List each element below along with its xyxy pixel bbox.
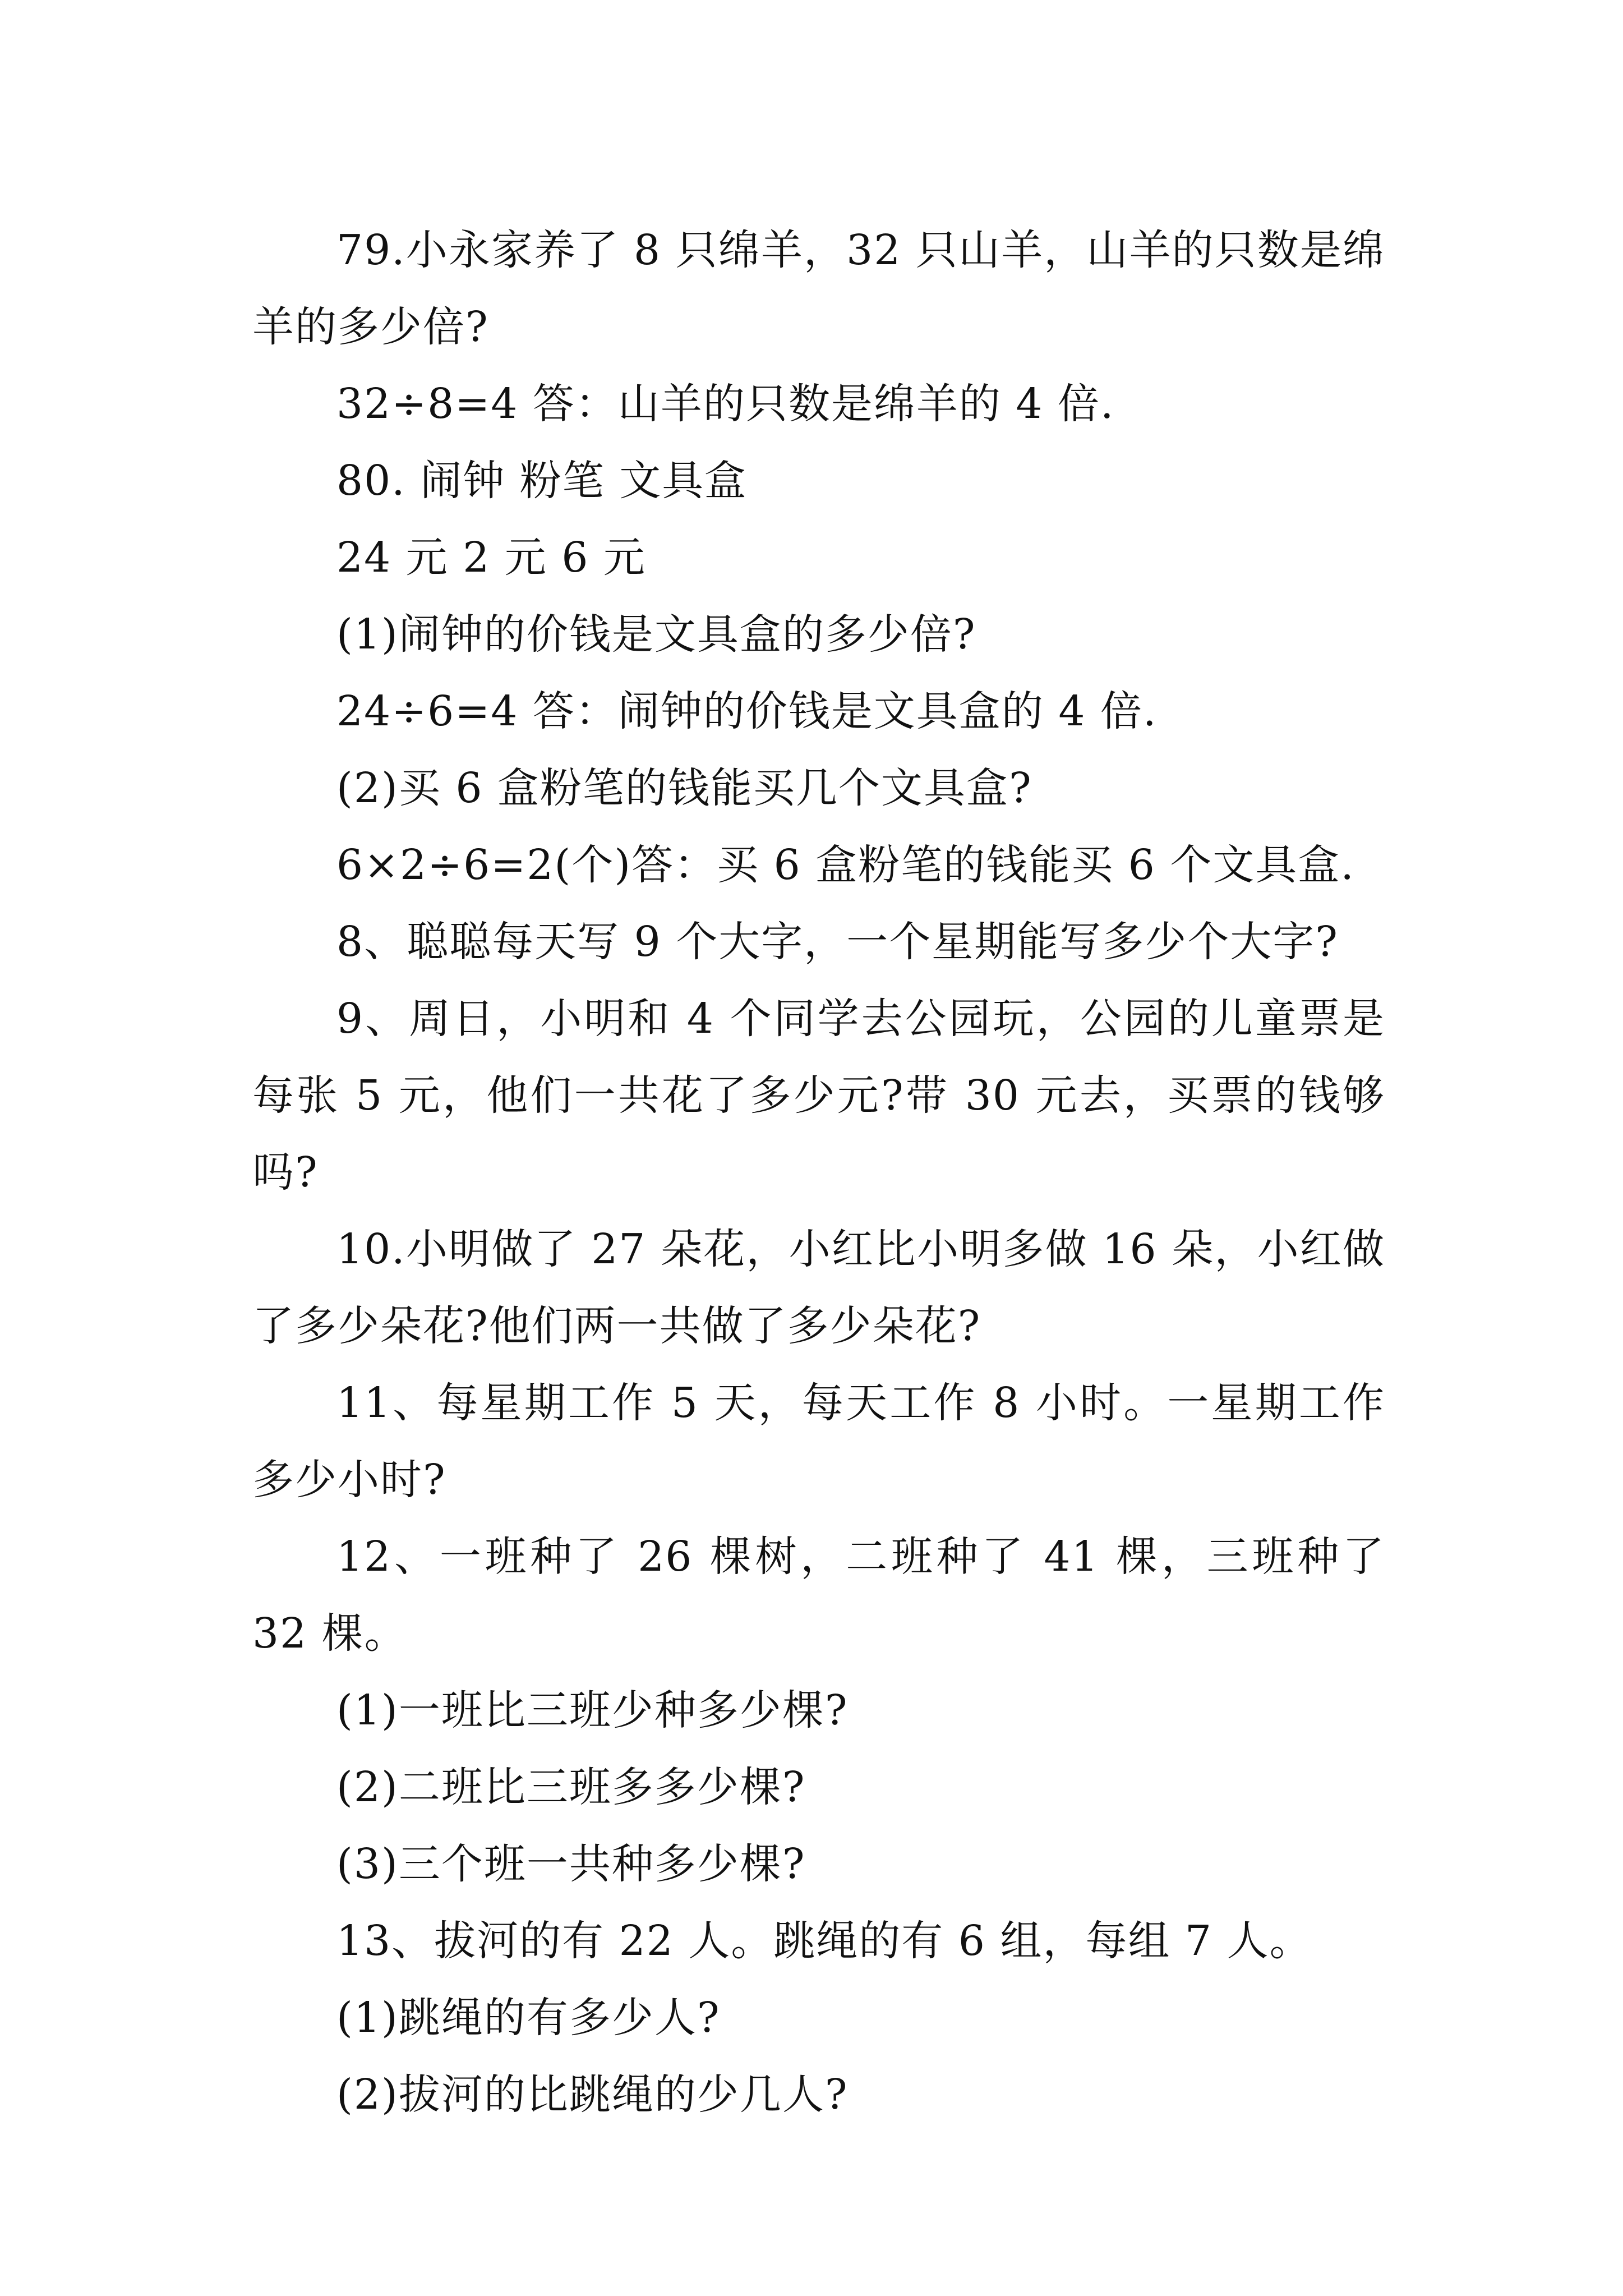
problem-80-prices: 24 元 2 元 6 元	[336, 533, 646, 582]
problem-80-answer-2: 6×2÷6=2(个)答：买 6 盒粉笔的钱能买 6 个文具盒.	[336, 841, 1355, 889]
problem-13-text: 13、拔河的有 22 人。跳绳的有 6 组，每组 7 人。	[336, 1917, 1312, 1965]
problem-80-question-2: (2)买 6 盒粉笔的钱能买几个文具盒?	[336, 764, 1032, 812]
problem-8-text: 8、聪聪每天写 9 个大字，一个星期能写多少个大字?	[336, 918, 1339, 966]
problem-12-question-3: (3)三个班一共种多少棵?	[336, 1840, 806, 1888]
problem-11-text: 11、每星期工作 5 天，每天工作 8 小时。一星期工作多少小时?	[252, 1379, 1385, 1504]
problem-12-text: 12、一班种了 26 棵树，二班种了 41 棵，三班种了 32 棵。	[252, 1533, 1385, 1658]
problem-79-answer: 32÷8=4 答：山羊的只数是绵羊的 4 倍.	[336, 380, 1115, 428]
problem-10-text: 10.小明做了 27 朵花，小红比小明多做 16 朵，小红做了多少朵花?他们两一共做了多少朵花?	[252, 1225, 1385, 1350]
problem-9-text: 9、周日，小明和 4 个同学去公园玩，公园的儿童票是每张 5 元，他们一共花了多少元?带 30 元去，买票的钱够吗?	[252, 995, 1385, 1197]
problem-80-question-1: (1)闹钟的价钱是文具盒的多少倍?	[336, 610, 976, 659]
problem-12-question-1: (1)一班比三班少种多少棵?	[336, 1686, 849, 1734]
problem-80-items: 80. 闹钟 粉笔 文具盒	[336, 457, 748, 505]
document-body	[252, 212, 1385, 2133]
problem-79-text: 79.小永家养了 8 只绵羊，32 只山羊，山羊的只数是绵羊的多少倍?	[252, 226, 1385, 351]
problem-80-answer-1: 24÷6=4 答：闹钟的价钱是文具盒的 4 倍.	[336, 687, 1158, 735]
problem-13-question-1: (1)跳绳的有多少人?	[336, 1994, 721, 2042]
problem-12-question-2: (2)二班比三班多多少棵?	[336, 1763, 806, 1811]
problem-13-question-2: (2)拔河的比跳绳的少几人?	[336, 2070, 849, 2119]
